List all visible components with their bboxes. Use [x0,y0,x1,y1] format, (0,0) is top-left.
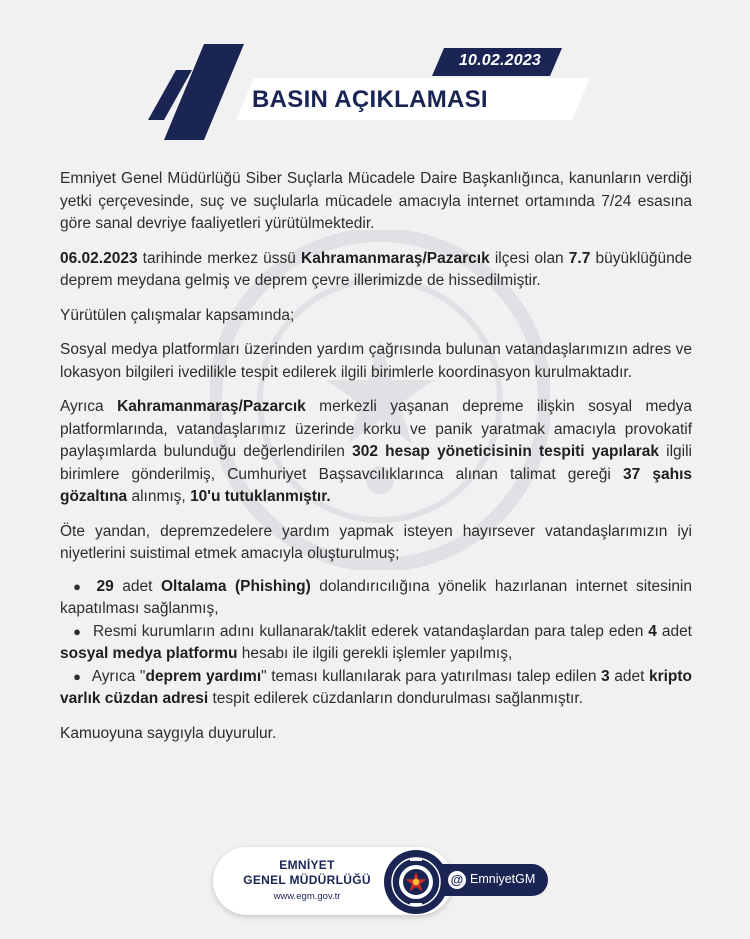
paragraph-provocations: Ayrıca Kahramanmaraş/Pazarcık merkezli yaşanan depreme ilişkin sosyal medya platformlarında, vatandaşlarımız üzerinde korku ve panik yaratmak amacıyla provokatif paylaşımlarda bulunduğu değerlendirilen 302 hesap yöneticisinin tespiti yapılarak ilgili birimlere gönderilmiş, Cumhuriyet Başsavcılıklarınca alınan talimat gereği 37 şahıs gözaltına alınmış, 10'u tutuklanmıştır. [60,398,693,505]
earthquake-magnitude: 7.7 [568,249,591,267]
paragraph-closing: Kamuoyuna saygıyla duyurulur. [60,724,277,742]
paragraph-fraud-intro: Öte yandan, depremzedelere yardım yapmak isteyen hayırsever vatandaşlarımızın iyi niyetlerini suistimal etmek amacıyla oluşturulmuş; [60,522,692,562]
persons-detained: 37 şahıs gözaltına [60,465,693,505]
org-name-line2: GENEL MÜDÜRLÜĞÜ [243,873,371,887]
bullet-icon: ● [73,623,81,639]
bullet-icon: ● [73,668,81,684]
accounts-identified: 302 hesap yöneticisinin tespiti yapılarak [352,443,659,460]
paragraph-scope: Yürütülen çalışmalar kapsamında; [60,306,295,324]
list-item: ● 29 adet Oltalama (Phishing) dolandırıcılığına yönelik hazırlanan internet sitesinin kapatılması sağlanmış, [60,577,692,617]
header-banner [0,0,750,150]
bullet-icon: ● [73,578,81,594]
epicenter-location: Kahramanmaraş/Pazarcık [301,249,490,267]
paragraph-coordination: Sosyal medya platformları üzerinden yardım çağrısında bulunan vatandaşlarımızın adres ve lokasyon bilgileri ivedilikle tespit edilerek ilgili birimlerle koordinasyon kurulmaktadır. [60,341,692,381]
at-sign-icon: @ [448,871,466,889]
social-handle: EmniyetGM [470,872,536,886]
earthquake-date: 06.02.2023 [60,249,138,267]
epicenter-location: Kahramanmaraş/Pazarcık [117,398,306,415]
paragraph-intro: Emniyet Genel Müdürlüğü Siber Suçlarla Mücadele Daire Başkanlığınca, kanunların verdiği yetki çerçevesinde, suç ve suçlularla mücadele amacıyla internet ortamında 7/24 esasına göre sanal devriye faaliyetleri yürütülmektedir. [60,170,692,232]
page-title: BASIN AÇIKLAMASI [252,86,488,113]
police-badge-icon [384,850,448,914]
org-name-line1: EMNİYET [279,858,335,872]
website-link[interactable]: www.egm.gov.tr [273,891,341,902]
social-handle-tag[interactable] [438,864,548,896]
list-item: ● Ayrıca "deprem yardımı" teması kullanılarak para yatırılması talep edilen 3 adet kripto varlık cüzdan adresi tespit edilerek cüzdanların dondurulması sağlanmıştır. [60,667,693,707]
fraud-actions-list [60,576,692,711]
press-release-body [60,168,692,757]
press-release-date: 10.02.2023 [458,52,542,69]
persons-arrested: 10'u tutuklanmıştır. [190,488,331,505]
paragraph-earthquake: 06.02.2023 tarihinde merkez üssü Kahramanmaraş/Pazarcık ilçesi olan 7.7 büyüklüğünde deprem meydana gelmiş ve deprem çevre illerimizde de hissedilmiştir. [60,249,692,289]
list-item: ● Resmi kurumların adını kullanarak/taklit ederek vatandaşlardan para talep eden 4 adet sosyal medya platformu hesabı ile ilgili gerekli işlemler yapılmış, [60,622,692,662]
